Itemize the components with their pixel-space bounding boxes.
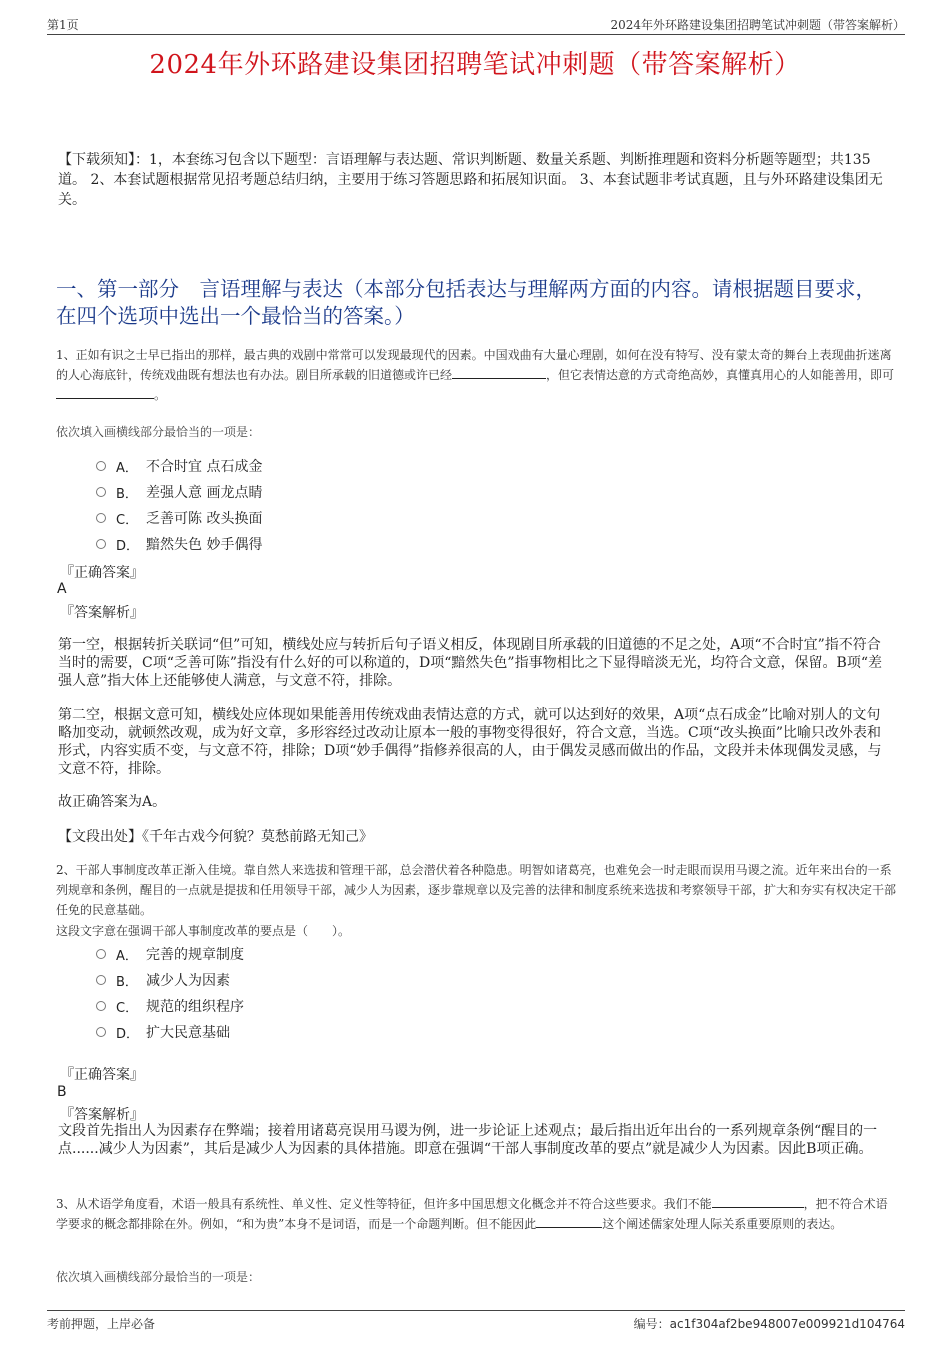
page-footer: [47, 1310, 905, 1335]
question-1-prompt: 依次填入画横线部分最恰当的一项是：: [56, 425, 261, 439]
option-d[interactable]: D． 扩大民意基础: [96, 1019, 244, 1045]
question-3-text: [56, 1194, 898, 1234]
radio-icon[interactable]: [96, 539, 106, 549]
correct-answer-label: 『正确答案』: [60, 565, 144, 581]
question-2-prompt: 这段文字意在强调干部人事制度改革的要点是（ ）。: [56, 924, 351, 938]
correct-answer: B: [57, 1084, 67, 1100]
download-notice: 【下载须知】：1，本套练习包含以下题型：言语理解与表达题、常识判断题、数量关系题、判断推理题和资料分析题等题型；共135道。 2、本套试题根据常见招考题总结归纳，主要用于练习答题思路和拓展知识面。 3、本套试题非考试真题，且与外环路建设集团无关。: [58, 152, 883, 208]
section-heading: 一、第一部分 言语理解与表达（本部分包括表达与理解两方面的内容。请根据题目要求，在四个选项中选出一个最恰当的答案。）: [56, 277, 876, 328]
question-1-text-b: ，但它表情达意的方式奇绝高妙，真懂真用心的人如能善用，即可: [546, 368, 895, 382]
analysis-conclusion: 故正确答案为A。: [58, 794, 167, 810]
question-1-options: [96, 453, 262, 557]
option-c[interactable]: C． 乏善可陈 改头换面: [96, 505, 262, 531]
answer-blank: [536, 1214, 602, 1228]
question-1-text: [56, 345, 898, 405]
analysis-paragraph-1: 第一空，根据转折关联词“但”可知，横线处应与转折后句子语义相反，体现剧目所承载的旧道德的不足之处，A项“不合时宜”指不符合当时的需要，C项“乏善可陈”指没有什么好的可以称道的，D项“黯然失色”指事物相比之下显得暗淡无光，均符合文意，保留。B项“差强人意”指大体上还能够使人满意，与文意不符，排除。: [58, 637, 883, 689]
option-a[interactable]: A． 完善的规章制度: [96, 941, 244, 967]
page-header: [47, 14, 905, 35]
radio-icon[interactable]: [96, 513, 106, 523]
question-2-text: 2、干部人事制度改革正渐入佳境。靠自然人来选拔和管理干部，总会潜伏着各种隐患。明智如诸葛亮，也难免会一时走眼而误用马谡之流。近年来出台的一系列规章和条例，醒目的一点就是提拔和任用领导干部，减少人为因素，逐步靠规章以及完善的法律和制度系统来选拔和考察领导干部，扩大和夯实有权决定干部任免的民意基础。: [56, 863, 897, 917]
question-2-options: [96, 941, 244, 1045]
question-3-text-a: 3、从术语学角度看，术语一般具有系统性、单义性、定义性等特征，但许多中国思想文化概念并不符合这些要求。我们不能: [56, 1197, 712, 1211]
radio-icon[interactable]: [96, 1027, 106, 1037]
correct-answer-label: 『正确答案』: [60, 1067, 144, 1083]
option-c[interactable]: C． 规范的组织程序: [96, 993, 244, 1019]
radio-icon[interactable]: [96, 1001, 106, 1011]
answer-blank: [712, 1194, 804, 1208]
analysis-label: 『答案解析』: [60, 605, 144, 621]
analysis-label: 『答案解析』: [60, 1107, 144, 1123]
question-3-prompt: 依次填入画横线部分最恰当的一项是：: [56, 1270, 261, 1284]
answer-blank: [56, 385, 154, 399]
source-citation: 【文段出处】《千年古戏今何貌？莫愁前路无知己》: [58, 829, 373, 845]
answer-blank: [452, 365, 546, 379]
question-1-text-a: 1、正如有识之士早已指出的那样，最古典的戏剧中常常可以发现最现代的因素。中国戏曲有大量心理剧，如何在没有特写、没有蒙太奇的舞台上表现曲折迷离的人心海底针，传统戏曲既有想法也有办法。剧目所承载的旧道德或许已经: [56, 348, 892, 382]
question-3-text-c: 这个阐述儒家处理人际关系重要原则的表达。: [602, 1217, 843, 1231]
option-a[interactable]: A． 不合时宜 点石成金: [96, 453, 262, 479]
page-number: 第1页: [47, 18, 79, 32]
question-1-text-c: 。: [154, 388, 167, 402]
document-title: 2024年外环路建设集团招聘笔试冲刺题（带答案解析）: [149, 50, 801, 80]
radio-icon[interactable]: [96, 487, 106, 497]
document-code: 编号：ac1f304af2be948007e009921d104764: [633, 1317, 905, 1331]
analysis-paragraph: 文段首先指出人为因素存在弊端；接着用诸葛亮误用马谡为例，进一步论证上述观点；最后指出近年出台的一系列规章条例“醒目的一点......减少人为因素”，其后是减少人为因素的具体措施。即意在强调“干部人事制度改革的要点”就是减少人为因素。因此B项正确。: [58, 1123, 878, 1157]
option-b[interactable]: B． 差强人意 画龙点睛: [96, 479, 262, 505]
header-doc-name: 2024年外环路建设集团招聘笔试冲刺题（带答案解析）: [610, 18, 905, 32]
analysis-paragraph-2: 第二空，根据文意可知，横线处应体现如果能善用传统戏曲表情达意的方式，就可以达到好的效果，A项“点石成金”比喻对别人的文句略加变动，就顿然改观，成为好文章，多形容经过改动让原本一般的事物变得很好，符合文意，当选。C项“改头换面”比喻只改外表和形式，内容实质不变，与文意不符，排除；D项“妙手偶得”指修养很高的人，由于偶发灵感而做出的作品，文段并未体现偶发灵感，与文意不符，排除。: [58, 707, 882, 777]
option-d[interactable]: D． 黯然失色 妙手偶得: [96, 531, 262, 557]
correct-answer: A: [57, 581, 67, 597]
option-b[interactable]: B． 减少人为因素: [96, 967, 244, 993]
footer-slogan: 考前押题，上岸必备: [47, 1317, 156, 1331]
radio-icon[interactable]: [96, 975, 106, 985]
question-3-text-b: ，把不符合术语学要求的概念都排除在外。例如，“和为贵”本身不是词语，而是一个命题判断。但不能因此: [56, 1197, 888, 1231]
radio-icon[interactable]: [96, 949, 106, 959]
radio-icon[interactable]: [96, 461, 106, 471]
